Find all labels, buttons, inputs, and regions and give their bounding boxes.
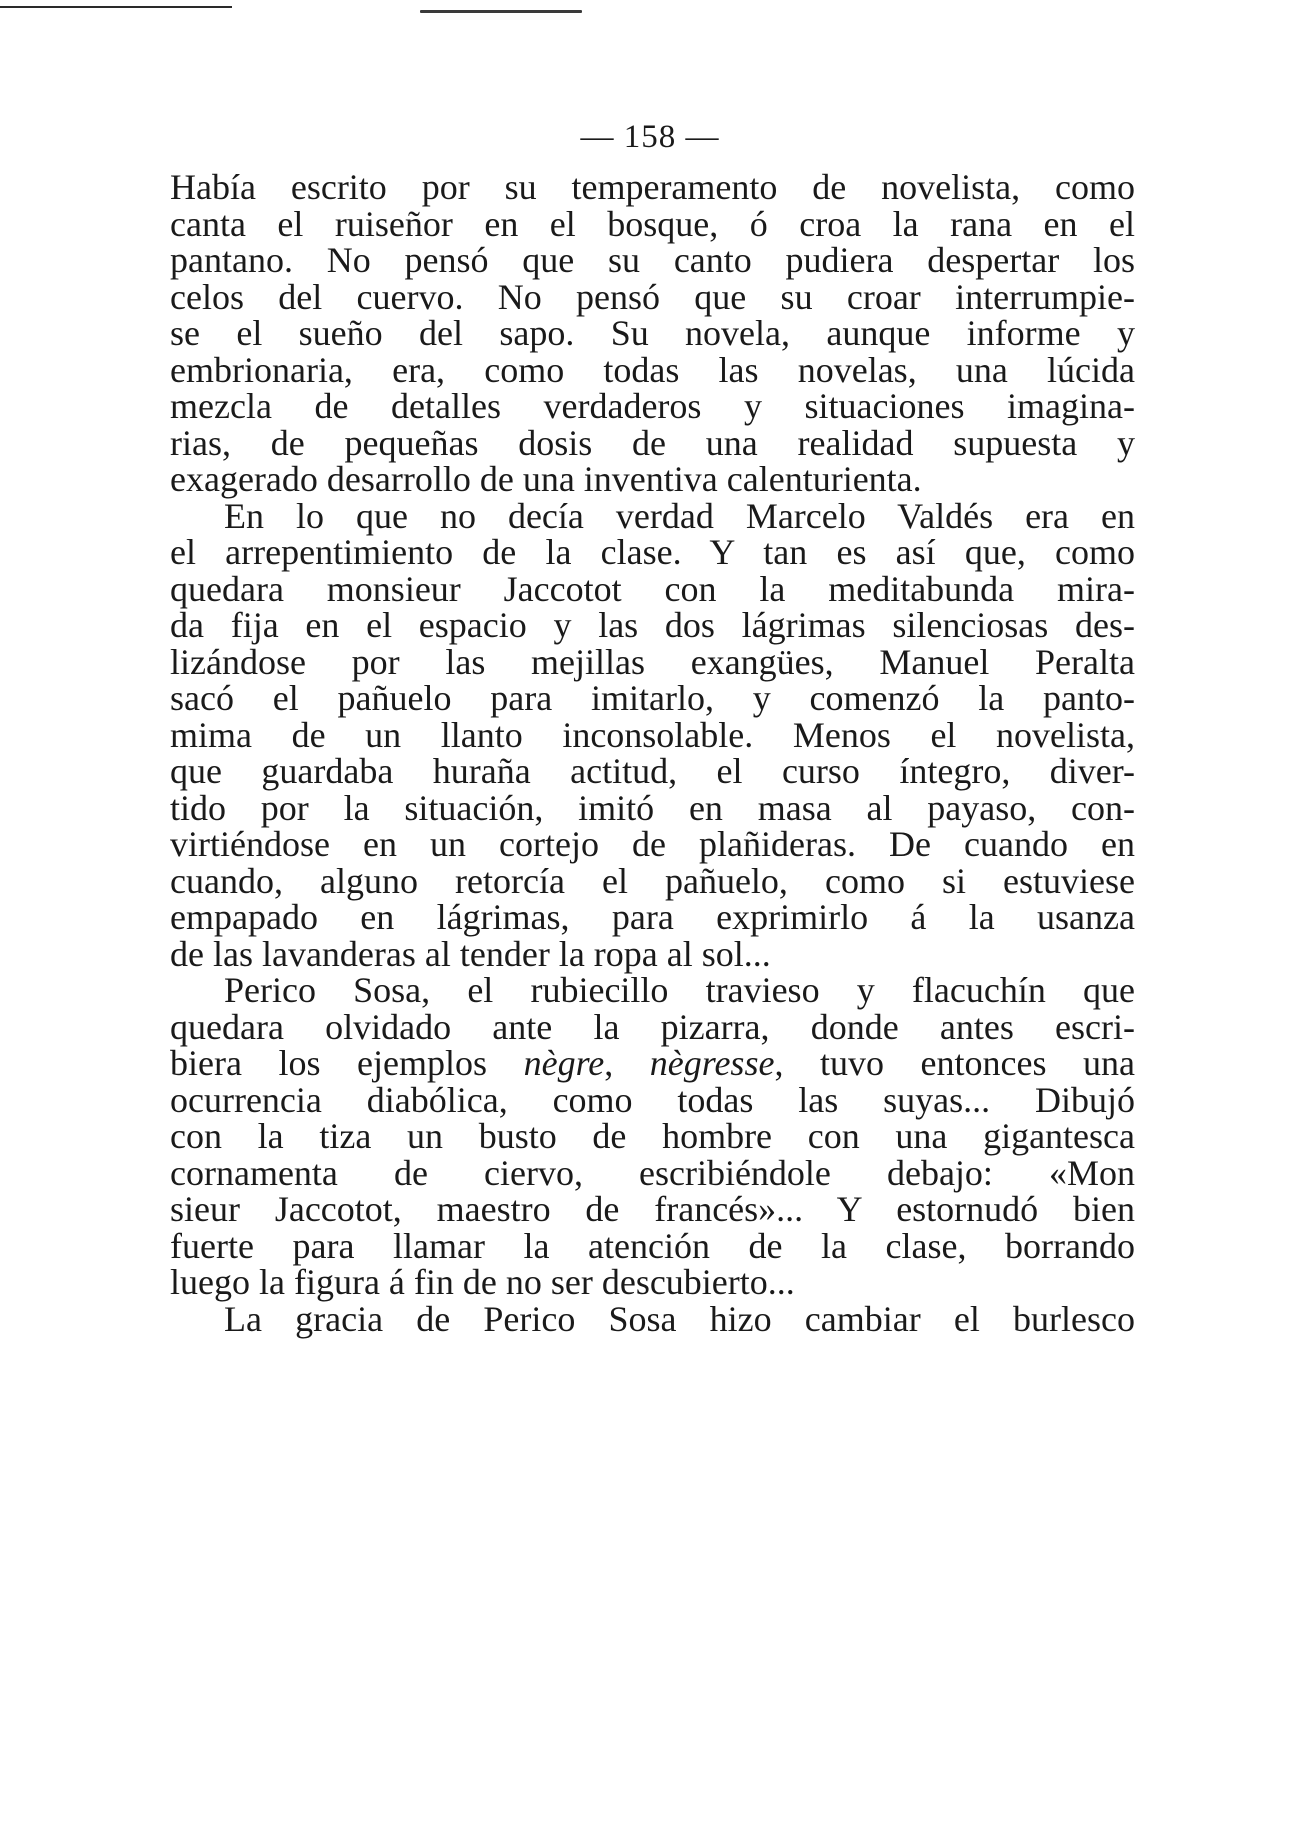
text-line: tido por la situación, imitó en masa al payaso, con- <box>170 787 1135 828</box>
text-line: cornamenta de ciervo, escribiéndole debajo: «Mon <box>170 1152 1135 1193</box>
body-text <box>170 169 1135 1337</box>
italic-word: nègresse <box>649 1043 775 1083</box>
text-line: que guardaba huraña actitud, el curso íntegro, diver- <box>170 751 1135 791</box>
text-line: lizándose por las mejillas exangües, Manuel Peralta <box>170 641 1135 682</box>
text-line: cuando, alguno retorcía el pañuelo, como si estuviese <box>170 860 1135 901</box>
text-line: embrionaria, era, como todas las novelas, una lúcida <box>170 349 1135 390</box>
paragraph-start-line: Perico Sosa, el rubiecillo travieso y flacuchín que <box>224 970 1135 1010</box>
text-line: exagerado desarrollo de una inventiva calenturienta. <box>170 459 922 499</box>
top-rule-left <box>0 6 232 8</box>
text-line: el arrepentimiento de la clase. Y tan es así que, como <box>170 532 1135 572</box>
text-line: se el sueño del sapo. Su novela, aunque informe y <box>170 313 1135 353</box>
top-rule-center <box>420 10 582 13</box>
text-line: mezcla de detalles verdaderos y situaciones imagina- <box>170 386 1135 426</box>
text-line: da fija en el espacio y las dos lágrimas silenciosas des- <box>170 605 1135 645</box>
text-segment: , <box>604 1043 650 1083</box>
text-line: canta el ruiseñor en el bosque, ó croa la rana en el <box>170 203 1135 244</box>
text-line: rias, de pequeñas dosis de una realidad supuesta y <box>170 422 1135 463</box>
text-line: empapado en lágrimas, para exprimirlo á la usanza <box>170 897 1135 937</box>
text-line: fuerte para llamar la atención de la clase, borrando <box>170 1225 1135 1266</box>
text-line: con la tiza un busto de hombre con una gigantesca <box>170 1116 1135 1156</box>
page-number: — 158 — <box>580 119 720 155</box>
text-line: Había escrito por su temperamento de novelista, como <box>170 167 1135 207</box>
text-line: virtiéndose en un cortejo de plañideras. De cuando en <box>170 824 1135 864</box>
paragraph-start-line: La gracia de Perico Sosa hizo cambiar el burlesco <box>224 1298 1135 1339</box>
text-line-with-italics <box>170 1045 1135 1082</box>
text-line: ocurrencia diabólica, como todas las suyas... Dibujó <box>170 1079 1135 1120</box>
paragraph-start-line: En lo que no decía verdad Marcelo Valdés era en <box>224 495 1135 536</box>
text-line: sieur Jaccotot, maestro de francés»... Y estornudó bien <box>170 1189 1135 1229</box>
text-line: quedara olvidado ante la pizarra, donde antes escri- <box>170 1006 1135 1047</box>
text-line: quedara monsieur Jaccotot con la meditabunda mira- <box>170 568 1135 609</box>
text-segment: biera los ejemplos <box>170 1043 524 1083</box>
text-segment: , tuvo entonces una <box>774 1043 1136 1083</box>
text-line: de las lavanderas al tender la ropa al sol... <box>170 933 771 974</box>
text-line: pantano. No pensó que su canto pudiera despertar los <box>170 240 1135 280</box>
text-line: sacó el pañuelo para imitarlo, y comenzó la panto- <box>170 678 1135 718</box>
italic-word: nègre <box>523 1043 605 1083</box>
text-line: celos del cuervo. No pensó que su croar interrumpie- <box>170 276 1135 317</box>
text-line: mima de un llanto inconsolable. Menos el novelista, <box>170 714 1135 755</box>
text-line: luego la figura á fin de no ser descubierto... <box>170 1262 795 1302</box>
